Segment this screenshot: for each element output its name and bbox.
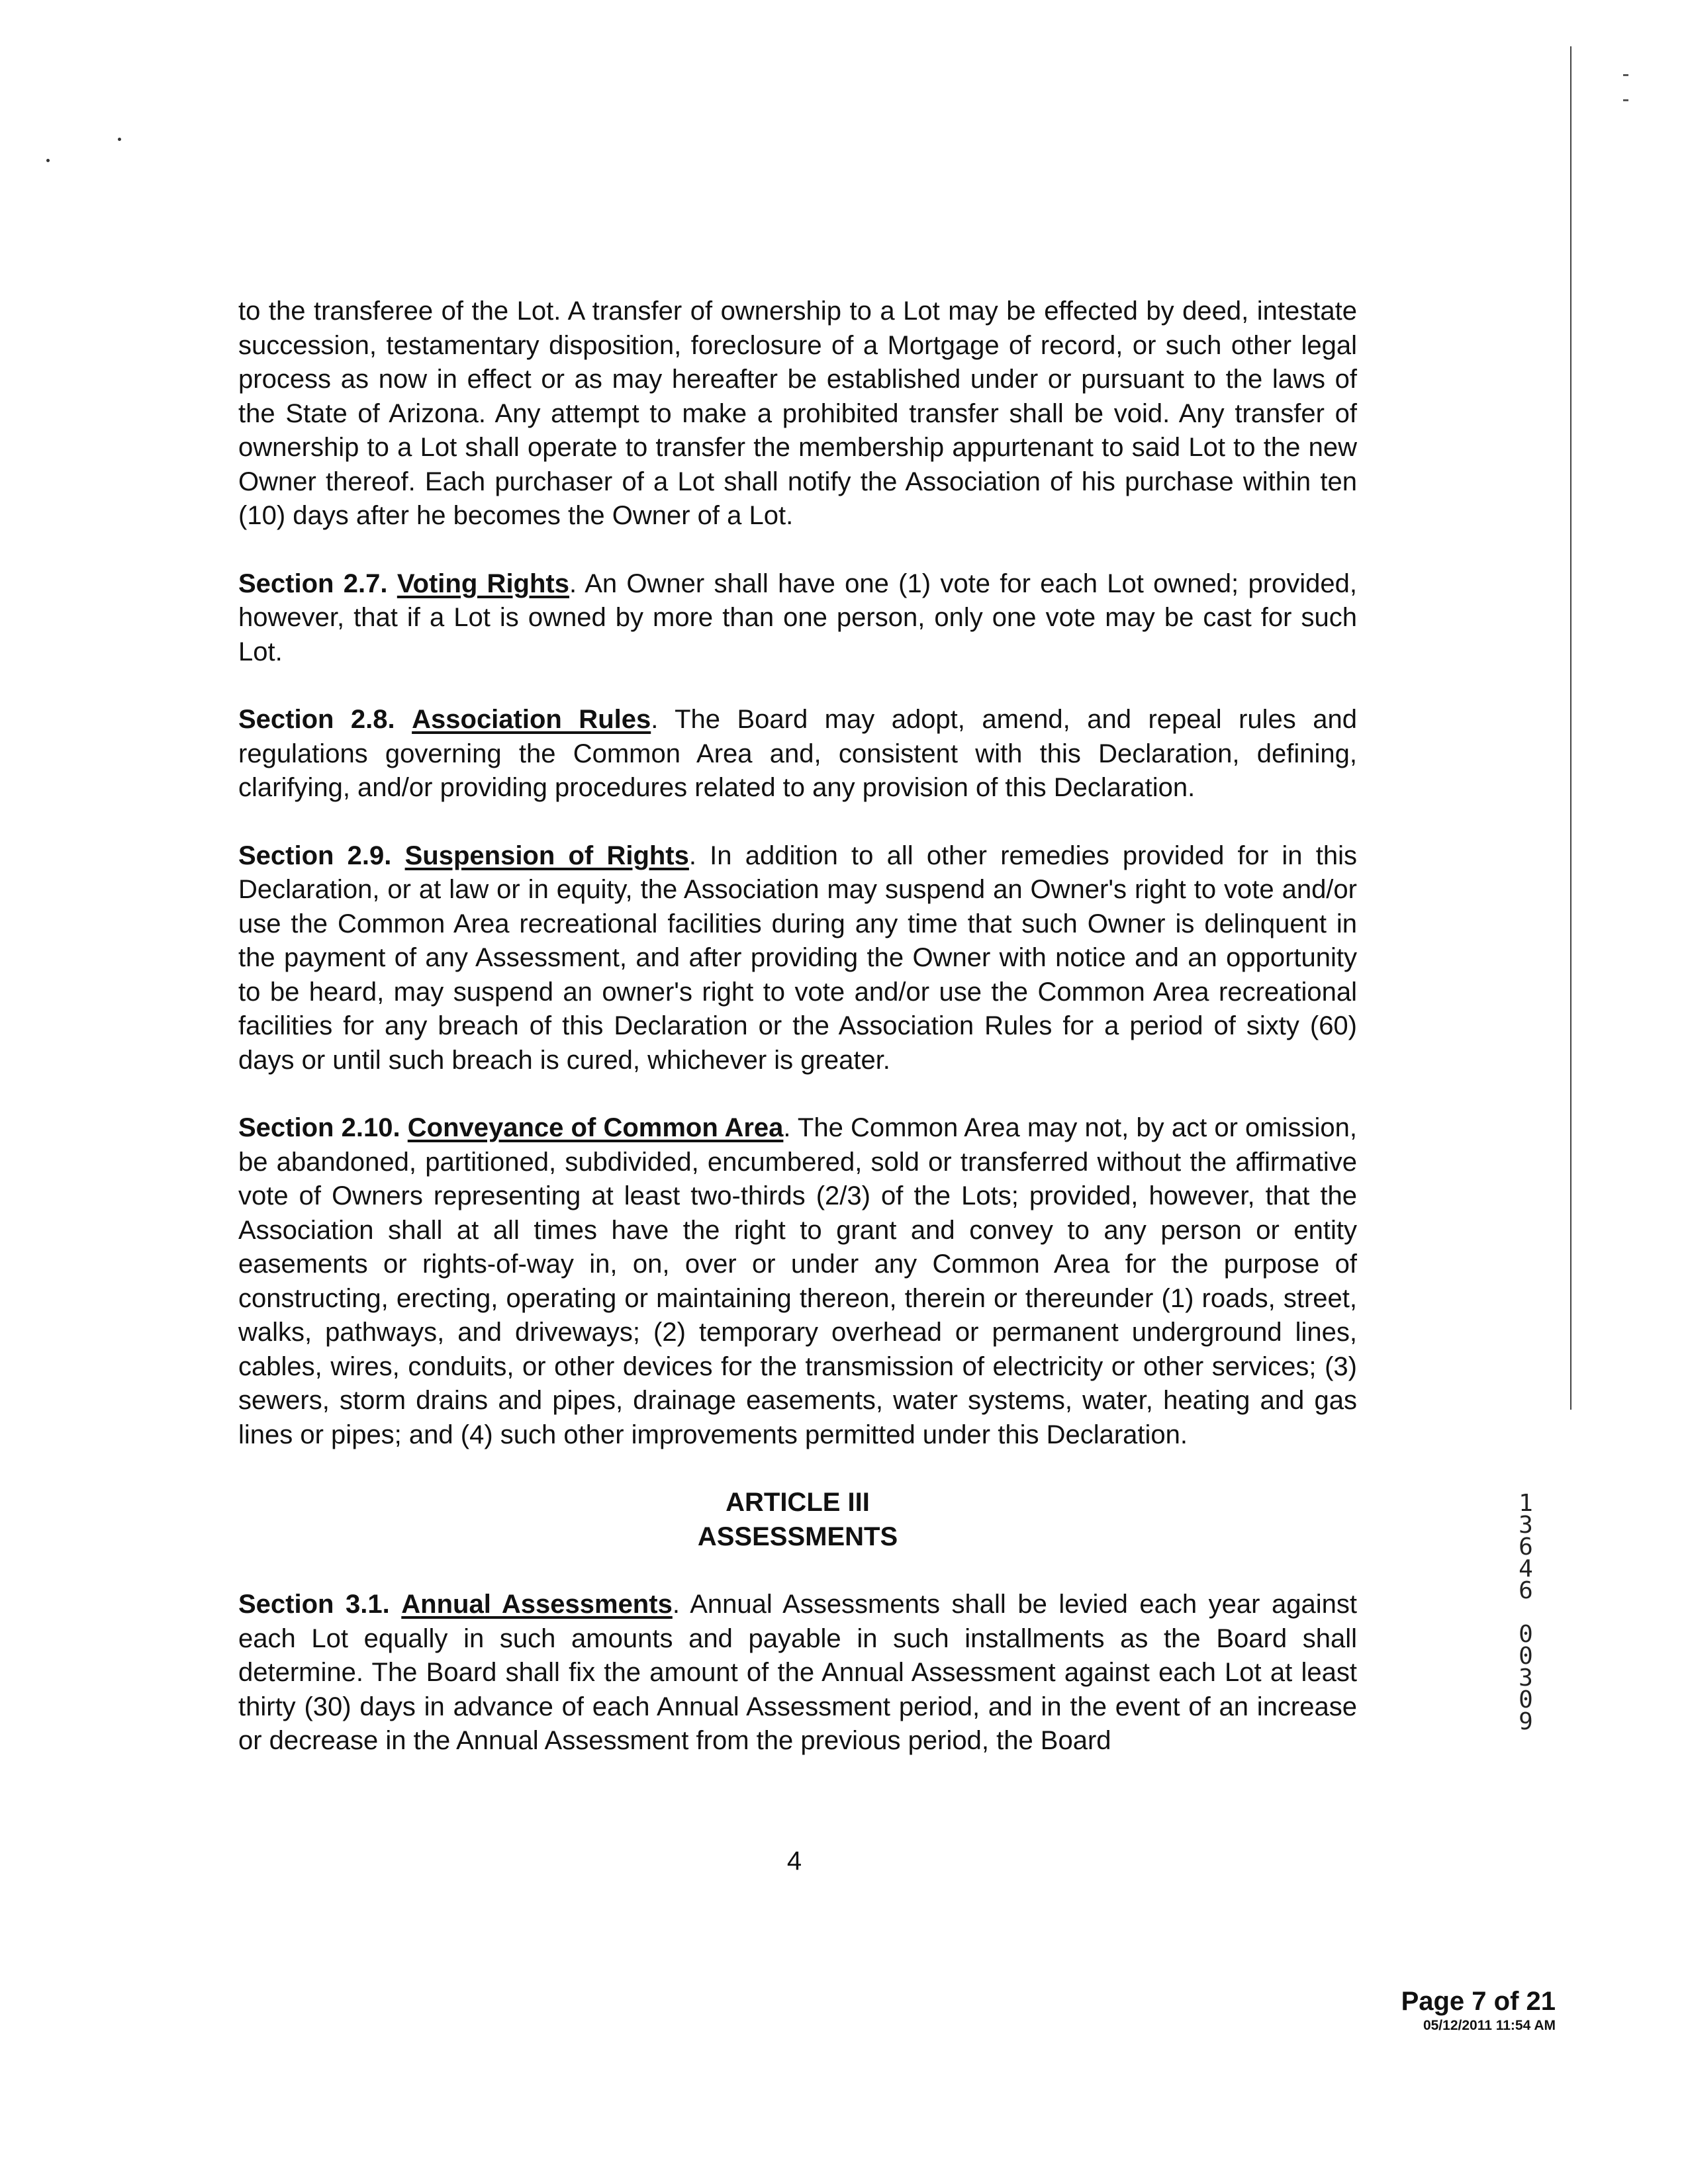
document-body (238, 295, 1357, 1792)
section-text: . An Owner shall have one (1) vote for each Lot owned; provided, however, that if a Lot is owned by more than one person, only one vote may be cast for such Lot. (238, 569, 1358, 666)
section-2-10 (238, 1111, 1357, 1452)
article-subheading: ASSESSMENTS (697, 1522, 898, 1551)
page-number: 4 (786, 1846, 802, 1876)
section-text: . Annual Assessments shall be levied each year against each Lot equally in such amounts and payable in such installments as the Board shall determine. The Board shall fix the amount of the Annual Assessment against each Lot at least thirty (30) days in advance of each Annual Assessment period, and in the event of an increase or decrease in the Annual Assessment from the previous period, the Board (238, 1590, 1357, 1755)
footer (1401, 1985, 1556, 2034)
section-text: . The Board may adopt, amend, and repeal rules and regulations governing the Common Area and, consistent with this Declaration, defining, clarifying, and/or providing procedures related to any provision of this Declaration. (238, 705, 1357, 802)
section-number: Section 2.9. (238, 841, 392, 870)
section-2-8 (238, 703, 1357, 805)
scan-speck (118, 138, 121, 141)
section-title: Voting Rights (397, 569, 569, 598)
footer-timestamp: 05/12/2011 11:54 AM (1423, 2018, 1556, 2033)
section-text: . The Common Area may not, by act or omission, be abandoned, partitioned, subdivided, encumbered, sold or transferred without the affirmative vote of Owners representing at least two-thirds (2/3) of the Lots; provided, however, that the Association shall at all times have the right to grant and convey to any person or entity easements or rights-of-way in, on, over or under any Common Area for the purpose of constructing, erecting, operating or maintaining thereon, therein or thereunder (1) roads, street, walks, pathways, and driveways; (2) temporary overhead or permanent underground lines, cables, wires, conduits, or other devices for the transmission of electricity or other services; (3) sewers, storm drains and pipes, drainage easements, water systems, water, heating and gas lines or pipes; and (4) such other improvements permitted under this Declaration. (238, 1113, 1357, 1449)
section-number: Section 2.10. (238, 1113, 400, 1142)
section-number: Section 2.7. (238, 569, 388, 598)
article-heading-block (238, 1486, 1357, 1554)
section-2-7 (238, 567, 1357, 670)
section-2-9 (238, 839, 1357, 1078)
section-number: Section 3.1. (238, 1590, 390, 1619)
article-heading: ARTICLE III (726, 1488, 870, 1517)
scan-edge-line (1570, 46, 1571, 1410)
section-title: Suspension of Rights (404, 841, 689, 870)
section-title: Association Rules (412, 705, 651, 734)
recording-stamp: 1 3 6 4 6 0 0 3 0 9 (1519, 1490, 1533, 1735)
scan-mark (1623, 74, 1628, 76)
footer-page-label: Page 7 of 21 (1401, 1987, 1556, 2016)
section-title: Conveyance of Common Area (407, 1113, 784, 1142)
scan-speck (46, 159, 50, 162)
section-number: Section 2.8. (238, 705, 395, 734)
section-3-1 (238, 1588, 1357, 1758)
section-title: Annual Assessments (401, 1590, 673, 1619)
intro-paragraph: to the transferee of the Lot. A transfer of ownership to a Lot may be effected by deed, intestate succession, testamentary disposition, foreclosure of a Mortgage of record, or such other legal process as now in effect or as may hereafter be established under or pursuant to the laws of the State of Arizona. Any attempt to make a prohibited transfer shall be void. Any transfer of ownership to a Lot shall operate to transfer the membership appurtenant to said Lot to the new Owner thereof. Each purchaser of a Lot shall notify the Association of his purchase within ten (10) days after he becomes the Owner of a Lot. (238, 296, 1357, 530)
section-text: . In addition to all other remedies provided for in this Declaration, or at law or in equity, the Association may suspend an Owner's right to vote and/or use the Common Area recreational facilities during any time that such Owner is delinquent in the payment of any Assessment, and after providing the Owner with notice and an opportunity to be heard, may suspend an owner's right to vote and/or use the Common Area recreational facilities for any breach of this Declaration or the Association Rules for a period of sixty (60) days or until such breach is cured, whichever is greater. (238, 841, 1357, 1075)
scan-mark (1623, 99, 1628, 101)
